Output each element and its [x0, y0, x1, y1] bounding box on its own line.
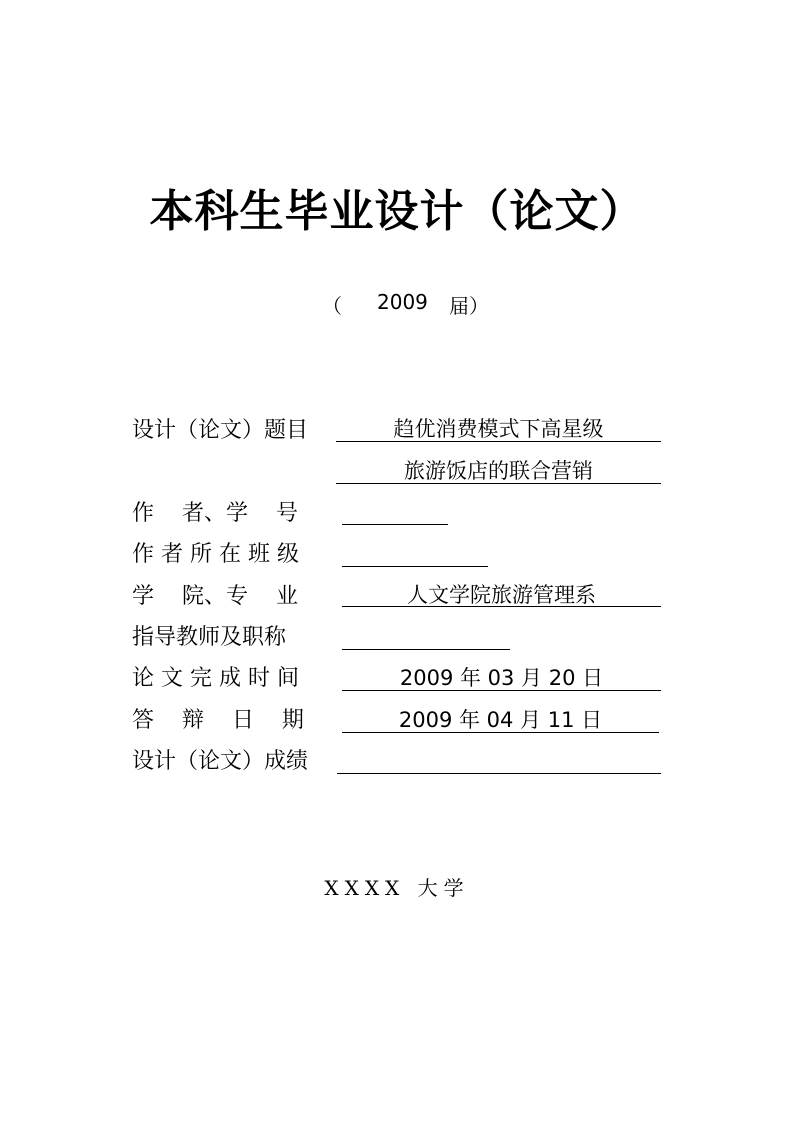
defense-underline [342, 732, 659, 733]
topic-underline-1 [336, 441, 661, 442]
grade-underline [337, 773, 661, 774]
college-underline [342, 606, 661, 607]
author-underline [342, 524, 448, 525]
grade-label: 设计（论文）成绩 [132, 749, 309, 774]
college-value: 人文学院旅游管理系 [407, 583, 596, 607]
advisor-underline [342, 649, 510, 650]
class-label: 作 者 所 在 班 级 [132, 542, 299, 567]
topic-value-line2: 旅游饭店的联合营销 [404, 459, 593, 483]
class-underline [342, 566, 488, 567]
completion-value: 2009 年 03 月 20 日 [399, 666, 604, 690]
university-name: XXXX 大学 [324, 876, 470, 900]
advisor-label: 指导教师及职称 [132, 625, 287, 650]
year-suffix: 届） [449, 294, 489, 318]
college-label: 学 院、专 业 [132, 584, 298, 609]
thesis-title: 本科生毕业设计（论文） [149, 186, 645, 237]
year-value: 2009 [377, 290, 428, 314]
topic-underline-2 [336, 483, 661, 484]
defense-value: 2009 年 04 月 11 日 [398, 708, 603, 732]
defense-label: 答 辩 日 期 [132, 708, 304, 733]
topic-label: 设计（论文）题目 [132, 418, 309, 443]
year-open-paren: （ [322, 294, 342, 318]
author-label: 作 者、学 号 [132, 501, 298, 526]
topic-value-line1: 趋优消费模式下高星级 [393, 417, 604, 441]
completion-label: 论 文 完 成 时 间 [132, 666, 299, 691]
completion-underline [342, 690, 661, 691]
graduation-year [0, 290, 794, 320]
